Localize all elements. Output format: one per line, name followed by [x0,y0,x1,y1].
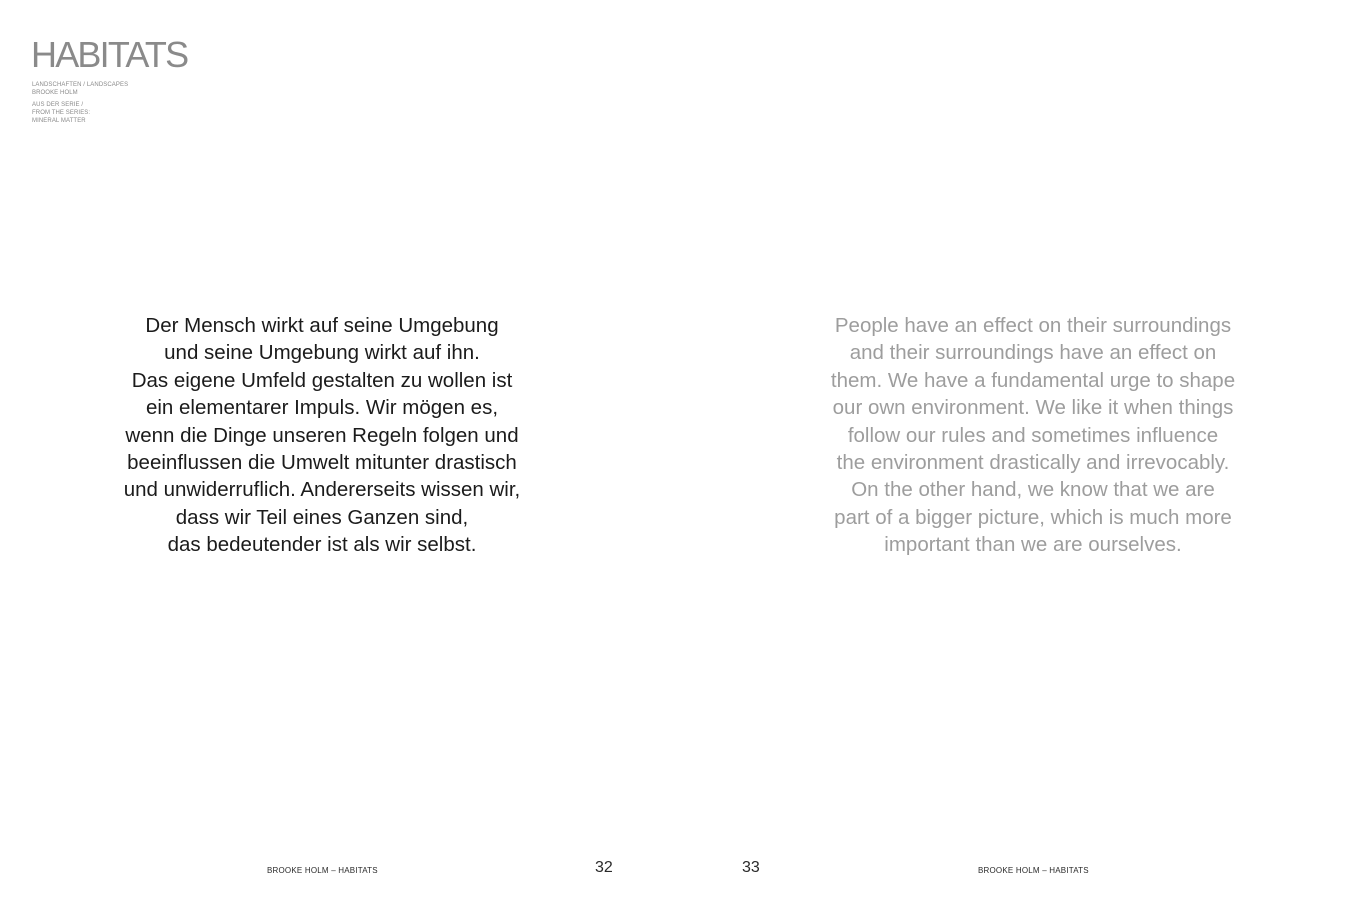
text-line: People have an effect on their surroundings [834,314,1232,337]
text-line: das bedeutender ist als wir selbst. [167,533,477,557]
running-footer-right: BROOKE HOLM – HABITATS [978,866,1089,875]
text-line: our own environment. We like it when things [832,396,1234,420]
text-line: ein elementarer Impuls. Wir mögen es, [145,396,499,420]
credits-line: BROOKE HOLM [32,90,78,96]
page-number-left: 32 [595,859,613,876]
english-paragraph [793,312,1273,559]
credits-group-series [32,101,232,125]
credits-block [32,81,232,125]
text-line: follow our rules and sometimes influence [847,423,1219,447]
text-line: On the other hand, we know that we are [851,478,1215,502]
page-number-right: 33 [742,859,760,876]
text-line: und unwiderruflich. Andererseits wissen wir, [123,478,521,502]
section-title: HABITATS [31,34,188,75]
credits-line: FROM THE SERIES: [32,110,91,116]
text-line: important than we are ourselves. [884,533,1182,557]
credits-group-artist [32,81,232,97]
text-line: dass wir Teil eines Ganzen sind, [175,505,469,529]
credits-line: LANDSCHAFTEN / LANDSCAPES [32,82,129,88]
text-line: Das eigene Umfeld gestalten zu wollen ist [131,368,513,392]
text-line: them. We have a fundamental urge to shape [830,368,1236,392]
text-line: beeinflussen die Umwelt mitunter drastisch [127,451,517,475]
text-line: wenn die Dinge unseren Regeln folgen und [125,423,519,447]
text-line: and their surroundings have an effect on [849,341,1217,365]
text-line: part of a bigger picture, which is much more [834,505,1232,529]
text-line: und seine Umgebung wirkt auf ihn. [164,341,480,365]
credits-line: MINERAL MATTER [32,118,86,124]
running-footer-left: BROOKE HOLM – HABITATS [267,866,378,875]
german-paragraph [82,312,562,559]
text-line: Der Mensch wirkt auf seine Umgebung [145,314,499,337]
credits-line: AUS DER SERIE / [32,102,84,108]
text-line: the environment drastically and irrevocably. [836,451,1230,475]
